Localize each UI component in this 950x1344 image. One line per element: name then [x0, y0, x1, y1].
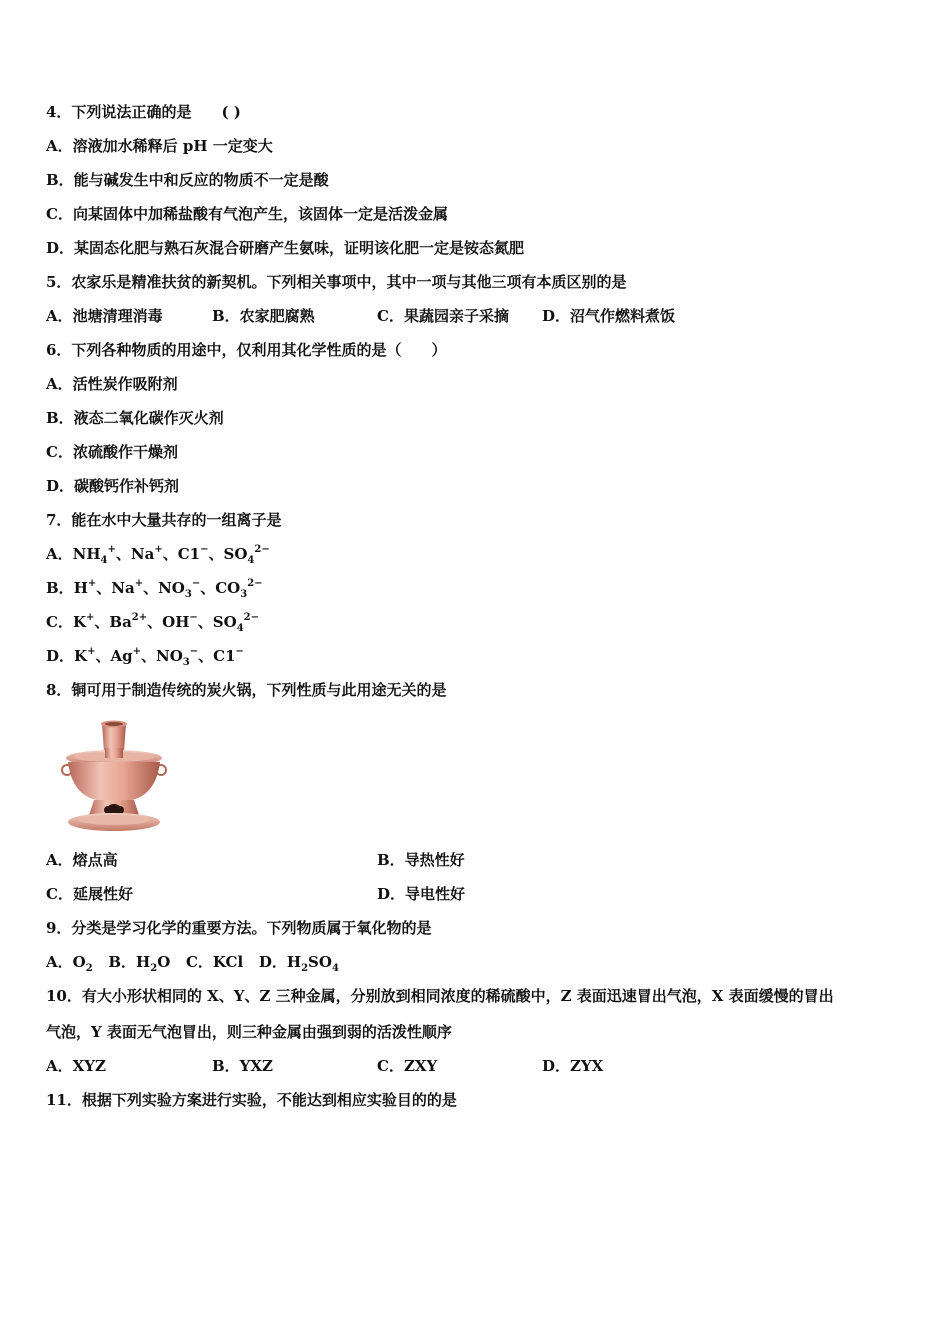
q5-option-b: B．农家肥腐熟: [212, 307, 315, 325]
q5-option-a: A．池塘清理消毒: [46, 307, 163, 325]
q5-stem: 5．农家乐是精准扶贫的新契机。下列相关事项中，其中一项与其他三项有本质区别的是: [46, 273, 627, 291]
q11-stem: 11．根据下列实验方案进行实验，不能达到相应实验目的的是: [46, 1091, 457, 1109]
q10-stem-line1: 10．有大小形状相同的 X、Y、Z 三种金属，分别放到相同浓度的稀硫酸中，Z 表面迅速冒出气泡，X 表面缓慢的冒出: [46, 987, 834, 1005]
q4-stem: 4．下列说法正确的是 ( ): [46, 103, 241, 121]
q8-stem: 8．铜可用于制造传统的炭火锅，下列性质与此用途无关的是: [46, 681, 447, 699]
q5-option-d: D．沼气作燃料煮饭: [542, 307, 676, 325]
q7-option-a: A．$NH_4^+$、Na+、C1−、$SO_4^{2-}$: [46, 544, 270, 566]
q10-stem-line2: 气泡，Y 表面无气泡冒出，则三种金属由强到弱的活泼性顺序: [46, 1023, 452, 1041]
q9-option-c: C．KCl: [185, 953, 244, 971]
q6-option-a: A．活性炭作吸附剂: [46, 375, 178, 393]
q5-option-c: C．果蔬园亲子采摘: [377, 307, 509, 325]
q10-option-a: A．XYZ: [46, 1057, 106, 1075]
q7-stem: 7．能在水中大量共存的一组离子是: [46, 511, 282, 529]
q9-option-b: B．$H_2O$: [108, 953, 171, 974]
q4-option-d: D．某固态化肥与熟石灰混合研磨产生氨味，证明该化肥一定是铵态氮肥: [46, 239, 525, 257]
q6-option-d: D．碳酸钙作补钙剂: [46, 477, 180, 495]
q7-option-d: D．K+、Ag+、$NO_3^-$、C1−: [46, 646, 244, 668]
q6-stem: 6．下列各种物质的用途中，仅利用其化学性质的是（ ）: [46, 341, 447, 359]
q7-option-c: C．K+、$Ba^{2+}$、OH−、$SO_4^{2-}$: [46, 612, 259, 634]
q4-option-b: B．能与碱发生中和反应的物质不一定是酸: [46, 171, 329, 189]
q6-option-c: C．浓硫酸作干燥剂: [46, 443, 178, 461]
q4-option-c: C．向某固体中加稀盐酸有气泡产生，该固体一定是活泼金属: [46, 205, 448, 223]
q9-option-d: D．$H_2SO_4$: [258, 953, 339, 974]
q8-option-b: B．导热性好: [377, 851, 465, 869]
q7-option-b: B．H+、Na+、$NO_3^-$、$CO_3^{2-}$: [46, 578, 263, 600]
q8-option-d: D．导电性好: [377, 885, 466, 903]
q9-stem: 9．分类是学习化学的重要方法。下列物质属于氧化物的是: [46, 919, 432, 937]
q10-option-b: B．YXZ: [212, 1057, 273, 1075]
q8-option-c: C．延展性好: [46, 885, 133, 903]
q4-option-a: A．溶液加水稀释后 pH 一定变大: [46, 137, 273, 155]
q6-option-b: B．液态二氧化碳作灭火剂: [46, 409, 224, 427]
q9-option-a: A．$O_2$: [46, 953, 93, 974]
copper-hotpot-icon: [58, 718, 170, 836]
q10-option-d: D．ZYX: [542, 1057, 604, 1075]
q10-option-c: C．ZXY: [377, 1057, 438, 1075]
q9-options: [46, 952, 339, 972]
q8-option-a: A．熔点高: [46, 851, 118, 869]
